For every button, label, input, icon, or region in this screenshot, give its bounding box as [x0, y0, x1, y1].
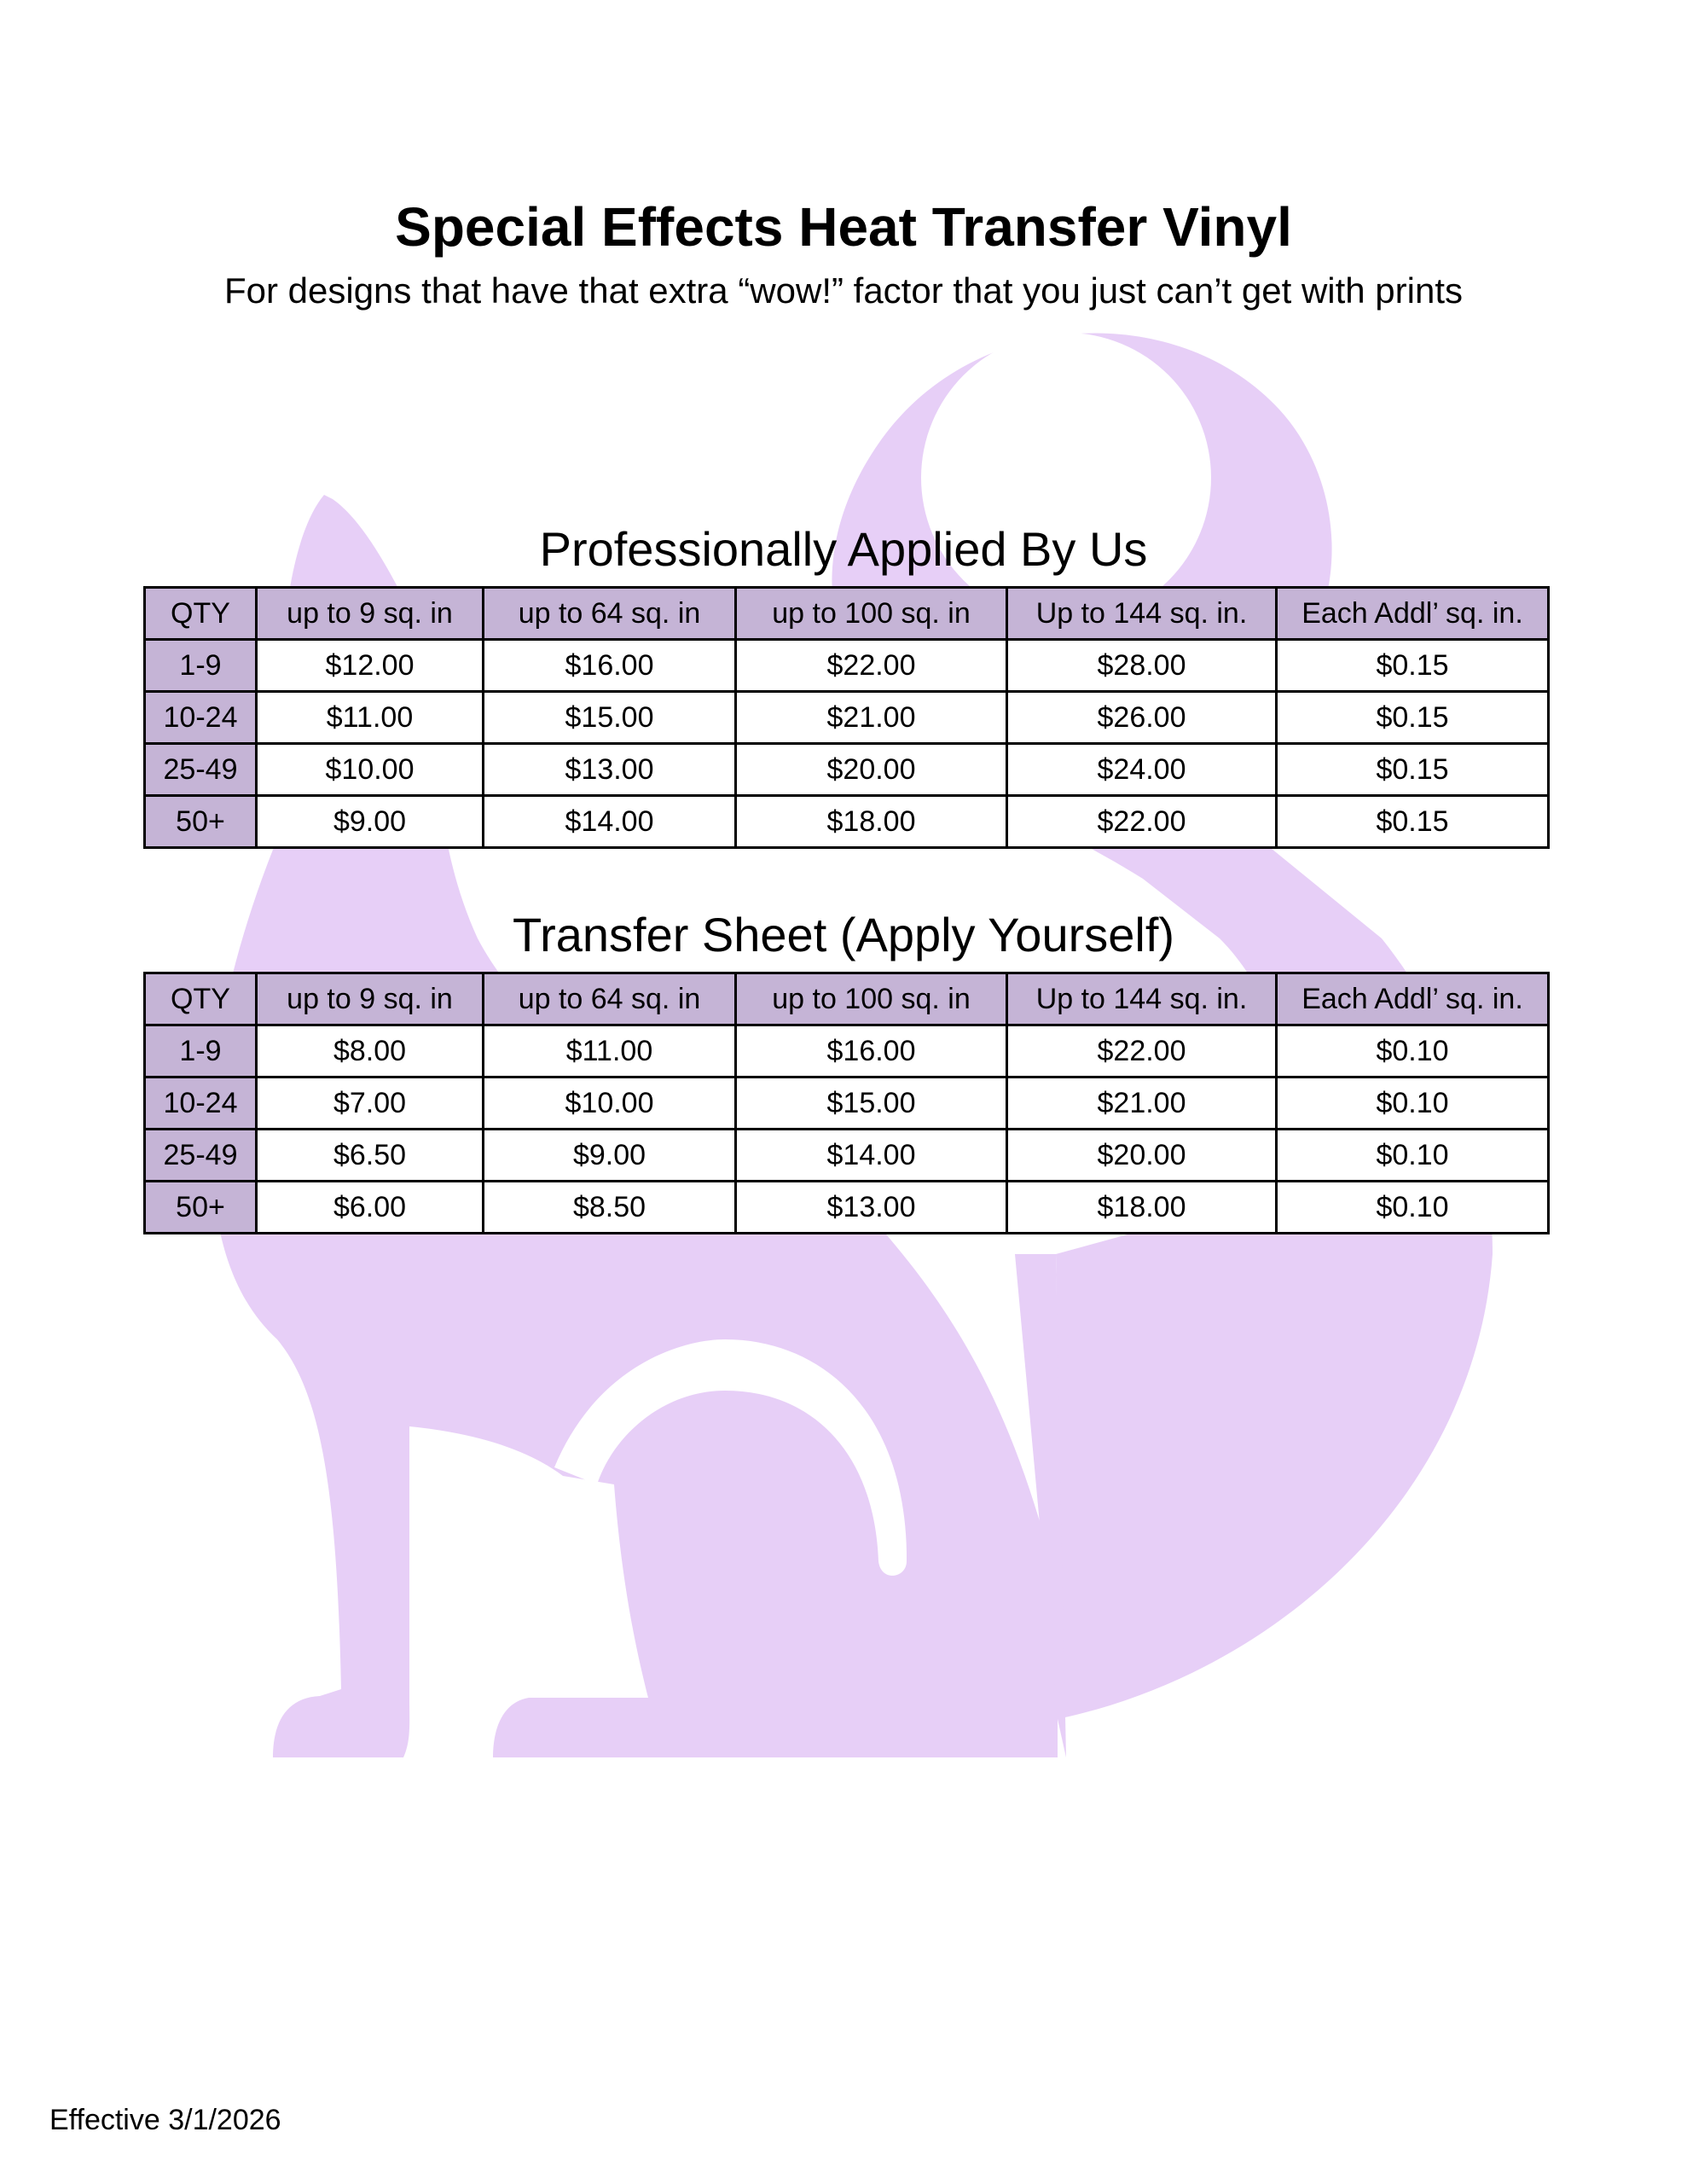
price-cell: $28.00 — [1007, 640, 1277, 692]
column-header: up to 100 sq. in — [736, 973, 1007, 1025]
price-table-transfer-sheet — [143, 972, 1550, 1234]
column-header: Each Addl’ sq. in. — [1277, 588, 1549, 640]
price-cell: $21.00 — [1007, 1077, 1277, 1130]
price-cell: $9.00 — [257, 796, 484, 848]
price-cell: $0.10 — [1277, 1077, 1549, 1130]
effective-date: Effective 3/1/2026 — [49, 2104, 281, 2136]
price-cell: $20.00 — [736, 744, 1007, 796]
price-cell: $14.00 — [484, 796, 736, 848]
price-cell: $26.00 — [1007, 692, 1277, 744]
price-cell: $0.15 — [1277, 744, 1549, 796]
price-cell: $0.15 — [1277, 692, 1549, 744]
price-cell: $11.00 — [257, 692, 484, 744]
price-cell: $8.00 — [257, 1025, 484, 1077]
qty-cell: 10-24 — [145, 692, 257, 744]
table-row — [145, 640, 1549, 692]
table-row — [145, 1182, 1549, 1234]
price-cell: $6.50 — [257, 1130, 484, 1182]
price-cell: $0.15 — [1277, 640, 1549, 692]
qty-cell: 25-49 — [145, 744, 257, 796]
price-cell: $22.00 — [1007, 796, 1277, 848]
column-header: up to 100 sq. in — [736, 588, 1007, 640]
qty-cell: 50+ — [145, 796, 257, 848]
price-cell: $13.00 — [736, 1182, 1007, 1234]
price-cell: $8.50 — [484, 1182, 736, 1234]
price-table-applied — [143, 586, 1550, 849]
price-cell: $0.10 — [1277, 1025, 1549, 1077]
price-cell: $12.00 — [257, 640, 484, 692]
table-row — [145, 796, 1549, 848]
column-header: QTY — [145, 588, 257, 640]
price-cell: $24.00 — [1007, 744, 1277, 796]
column-header: Each Addl’ sq. in. — [1277, 973, 1549, 1025]
column-header: Up to 144 sq. in. — [1007, 973, 1277, 1025]
qty-cell: 50+ — [145, 1182, 257, 1234]
price-cell: $0.10 — [1277, 1130, 1549, 1182]
column-header: up to 64 sq. in — [484, 973, 736, 1025]
price-cell: $0.10 — [1277, 1182, 1549, 1234]
price-cell: $22.00 — [1007, 1025, 1277, 1077]
price-cell: $20.00 — [1007, 1130, 1277, 1182]
table-row — [145, 1077, 1549, 1130]
column-header: QTY — [145, 973, 257, 1025]
qty-cell: 1-9 — [145, 1025, 257, 1077]
price-cell: $14.00 — [736, 1130, 1007, 1182]
table-row — [145, 744, 1549, 796]
column-header: up to 9 sq. in — [257, 588, 484, 640]
price-cell: $11.00 — [484, 1025, 736, 1077]
table-header-row — [145, 588, 1549, 640]
price-cell: $21.00 — [736, 692, 1007, 744]
price-cell: $16.00 — [484, 640, 736, 692]
qty-cell: 25-49 — [145, 1130, 257, 1182]
price-cell: $13.00 — [484, 744, 736, 796]
price-cell: $0.15 — [1277, 796, 1549, 848]
price-cell: $18.00 — [736, 796, 1007, 848]
price-cell: $22.00 — [736, 640, 1007, 692]
page-subtitle: For designs that have that extra “wow!” factor that you just can’t get with prints — [223, 270, 1463, 311]
qty-cell: 1-9 — [145, 640, 257, 692]
price-cell: $15.00 — [736, 1077, 1007, 1130]
section-title-applied: Professionally Applied By Us — [539, 522, 1148, 576]
price-cell: $10.00 — [257, 744, 484, 796]
price-cell: $7.00 — [257, 1077, 484, 1130]
price-cell: $16.00 — [736, 1025, 1007, 1077]
section-title-transfer-sheet: Transfer Sheet (Apply Yourself) — [512, 908, 1175, 961]
price-cell: $6.00 — [257, 1182, 484, 1234]
table-row — [145, 692, 1549, 744]
table-row — [145, 1025, 1549, 1077]
column-header: up to 64 sq. in — [484, 588, 736, 640]
page-title: Special Effects Heat Transfer Vinyl — [395, 196, 1292, 258]
price-cell: $9.00 — [484, 1130, 736, 1182]
price-cell: $10.00 — [484, 1077, 736, 1130]
price-cell: $15.00 — [484, 692, 736, 744]
column-header: Up to 144 sq. in. — [1007, 588, 1277, 640]
price-cell: $18.00 — [1007, 1182, 1277, 1234]
table-header-row — [145, 973, 1549, 1025]
qty-cell: 10-24 — [145, 1077, 257, 1130]
table-row — [145, 1130, 1549, 1182]
column-header: up to 9 sq. in — [257, 973, 484, 1025]
